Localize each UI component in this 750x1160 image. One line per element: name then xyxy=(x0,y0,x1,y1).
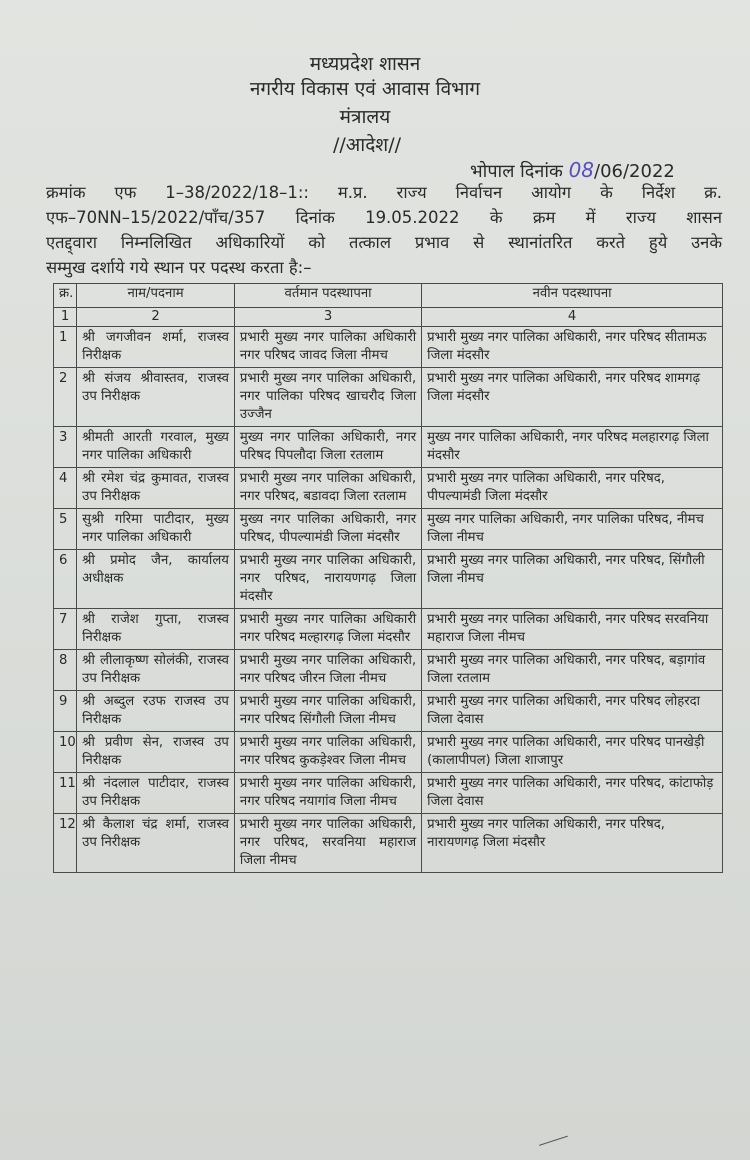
column-number: 4 xyxy=(422,308,723,327)
paragraph-line: एफ–70NN–15/2022/पाँच/357 दिनांक 19.05.2022 के क्रम में राज्य शासन xyxy=(46,208,722,227)
row-name: श्री अब्दुल रउफ राजस्व उप निरीक्षक xyxy=(77,691,235,732)
table-row xyxy=(54,773,723,814)
table-header-row xyxy=(54,284,723,308)
row-name: श्री लीलाकृष्ण सोलंकी, राजस्व उप निरीक्षक xyxy=(77,650,235,691)
table-row xyxy=(54,368,723,427)
row-serial: 7 xyxy=(54,609,77,650)
row-current-posting: प्रभारी मुख्य नगर पालिका अधिकारी, नगर पालिका परिषद खाचरौद जिला उज्जैन xyxy=(234,368,421,427)
row-name: श्री रमेश चंद्र कुमावत, राजस्व उप निरीक्षक xyxy=(77,468,235,509)
transfer-table xyxy=(53,283,723,873)
table-body xyxy=(54,327,723,873)
table-row xyxy=(54,650,723,691)
table-row xyxy=(54,732,723,773)
table-row xyxy=(54,427,723,468)
order-paragraph xyxy=(46,180,722,280)
row-name: सुश्री गरिमा पाटीदार, मुख्य नगर पालिका अधिकारी xyxy=(77,509,235,550)
row-serial: 9 xyxy=(54,691,77,732)
column-number: 2 xyxy=(77,308,235,327)
row-current-posting: मुख्य नगर पालिका अधिकारी, नगर परिषद, पीपल्यामंडी जिला मंदसौर xyxy=(234,509,421,550)
paragraph-line: एतद्द्वारा निम्नलिखित अधिकारियों को तत्काल प्रभाव से स्थानांतरित करते हुये उनके xyxy=(46,233,722,252)
row-current-posting: प्रभारी मुख्य नगर पालिका अधिकारी, नगर परिषद कुकड़ेश्वर जिला नीमच xyxy=(234,732,421,773)
row-new-posting: मुख्य नगर पालिका अधिकारी, नगर पालिका परिषद, नीमच जिला नीमच xyxy=(422,509,723,550)
row-current-posting: प्रभारी मुख्य नगर पालिका अधिकारी, नगर परिषद जीरन जिला नीमच xyxy=(234,650,421,691)
row-new-posting: मुख्य नगर पालिका अधिकारी, नगर परिषद मलहारगढ़ जिला मंदसौर xyxy=(422,427,723,468)
table-row xyxy=(54,468,723,509)
row-current-posting: प्रभारी मुख्य नगर पालिका अधिकारी, नगर परिषद, सरवनिया महाराज जिला नीमच xyxy=(234,814,421,873)
row-name: श्री संजय श्रीवास्तव, राजस्व उप निरीक्षक xyxy=(77,368,235,427)
row-new-posting: प्रभारी मुख्य नगर पालिका अधिकारी, नगर परिषद लोहरदा जिला देवास xyxy=(422,691,723,732)
paragraph-line: सम्मुख दर्शाये गये स्थान पर पदस्थ करता है:– xyxy=(46,258,312,277)
row-current-posting: प्रभारी मुख्य नगर पालिका अधिकारी नगर परिषद जावद जिला नीमच xyxy=(234,327,421,368)
row-current-posting: प्रभारी मुख्य नगर पालिका अधिकारी, नगर परिषद, बडावदा जिला रतलाम xyxy=(234,468,421,509)
row-name: श्री प्रवीण सेन, राजस्व उप निरीक्षक xyxy=(77,732,235,773)
table-row xyxy=(54,550,723,609)
column-number: 3 xyxy=(234,308,421,327)
table-row xyxy=(54,691,723,732)
department-heading: नगरीय विकास एवं आवास विभाग xyxy=(249,78,481,100)
table-row xyxy=(54,327,723,368)
table-column-number-row xyxy=(54,308,723,327)
date-rest: /06/2022 xyxy=(594,161,675,182)
header-current-posting: वर्तमान पदस्थापना xyxy=(234,284,421,308)
row-serial: 1 xyxy=(54,327,77,368)
row-new-posting: प्रभारी मुख्य नगर पालिका अधिकारी, नगर परिषद शामगढ़ जिला मंदसौर xyxy=(422,368,723,427)
date-label: भोपाल दिनांक xyxy=(470,161,563,182)
row-serial: 8 xyxy=(54,650,77,691)
row-name: श्री जगजीवन शर्मा, राजस्व निरीक्षक xyxy=(77,327,235,368)
row-serial: 4 xyxy=(54,468,77,509)
row-current-posting: प्रभारी मुख्य नगर पालिका अधिकारी, नगर परिषद, नारायणगढ़ जिला मंदसौर xyxy=(234,550,421,609)
row-current-posting: मुख्य नगर पालिका अधिकारी, नगर परिषद पिपलौदा जिला रतलाम xyxy=(234,427,421,468)
government-heading: मध्यप्रदेश शासन xyxy=(309,53,421,75)
paragraph-line: क्रमांक एफ 1–38/2022/18–1:: म.प्र. राज्य निर्वाचन आयोग के निर्देश क्र. xyxy=(46,183,722,202)
table-row xyxy=(54,609,723,650)
row-name: श्री कैलाश चंद्र शर्मा, राजस्व उप निरीक्षक xyxy=(77,814,235,873)
row-new-posting: प्रभारी मुख्य नगर पालिका अधिकारी, नगर परिषद सरवनिया महाराज जिला नीमच xyxy=(422,609,723,650)
row-serial: 11 xyxy=(54,773,77,814)
row-current-posting: प्रभारी मुख्य नगर पालिका अधिकारी, नगर परिषद नयागांव जिला नीमच xyxy=(234,773,421,814)
ministry-heading: मंत्रालय xyxy=(339,106,391,128)
row-name: श्री प्रमोद जैन, कार्यालय अधीक्षक xyxy=(77,550,235,609)
row-new-posting: प्रभारी मुख्य नगर पालिका अधिकारी, नगर परिषद, बड़ागांव जिला रतलाम xyxy=(422,650,723,691)
table-row xyxy=(54,509,723,550)
header-serial: क्र. xyxy=(54,284,77,308)
row-serial: 5 xyxy=(54,509,77,550)
row-serial: 10 xyxy=(54,732,77,773)
column-number: 1 xyxy=(54,308,77,327)
order-heading: //आदेश// xyxy=(332,134,402,156)
row-name: श्रीमती आरती गरवाल, मुख्य नगर पालिका अधिकारी xyxy=(77,427,235,468)
row-new-posting: प्रभारी मुख्य नगर पालिका अधिकारी, नगर परिषद, पीपल्यामंडी जिला मंदसौर xyxy=(422,468,723,509)
header-new-posting: नवीन पदस्थापना xyxy=(422,284,723,308)
row-current-posting: प्रभारी मुख्य नगर पालिका अधिकारी, नगर परिषद सिंगौली जिला नीमच xyxy=(234,691,421,732)
row-new-posting: प्रभारी मुख्य नगर पालिका अधिकारी, नगर परिषद पानखेड़ी (कालापीपल) जिला शाजापुर xyxy=(422,732,723,773)
row-new-posting: प्रभारी मुख्य नगर पालिका अधिकारी, नगर परिषद, सिंगौली जिला नीमच xyxy=(422,550,723,609)
row-serial: 3 xyxy=(54,427,77,468)
table-row xyxy=(54,814,723,873)
header-name: नाम/पदनाम xyxy=(77,284,235,308)
row-new-posting: प्रभारी मुख्य नगर पालिका अधिकारी, नगर परिषद सीतामऊ जिला मंदसौर xyxy=(422,327,723,368)
row-name: श्री राजेश गुप्ता, राजस्व निरीक्षक xyxy=(77,609,235,650)
row-serial: 12 xyxy=(54,814,77,873)
row-new-posting: प्रभारी मुख्य नगर पालिका अधिकारी, नगर परिषद, नारायणगढ़ जिला मंदसौर xyxy=(422,814,723,873)
row-serial: 6 xyxy=(54,550,77,609)
row-serial: 2 xyxy=(54,368,77,427)
date-day: 08 xyxy=(568,158,595,182)
row-current-posting: प्रभारी मुख्य नगर पालिका अधिकारी नगर परिषद मल्हारगढ़ जिला मंदसौर xyxy=(234,609,421,650)
row-name: श्री नंदलाल पाटीदार, राजस्व उप निरीक्षक xyxy=(77,773,235,814)
pen-mark xyxy=(539,1136,571,1156)
row-new-posting: प्रभारी मुख्य नगर पालिका अधिकारी, नगर परिषद, कांटाफोड़ जिला देवास xyxy=(422,773,723,814)
